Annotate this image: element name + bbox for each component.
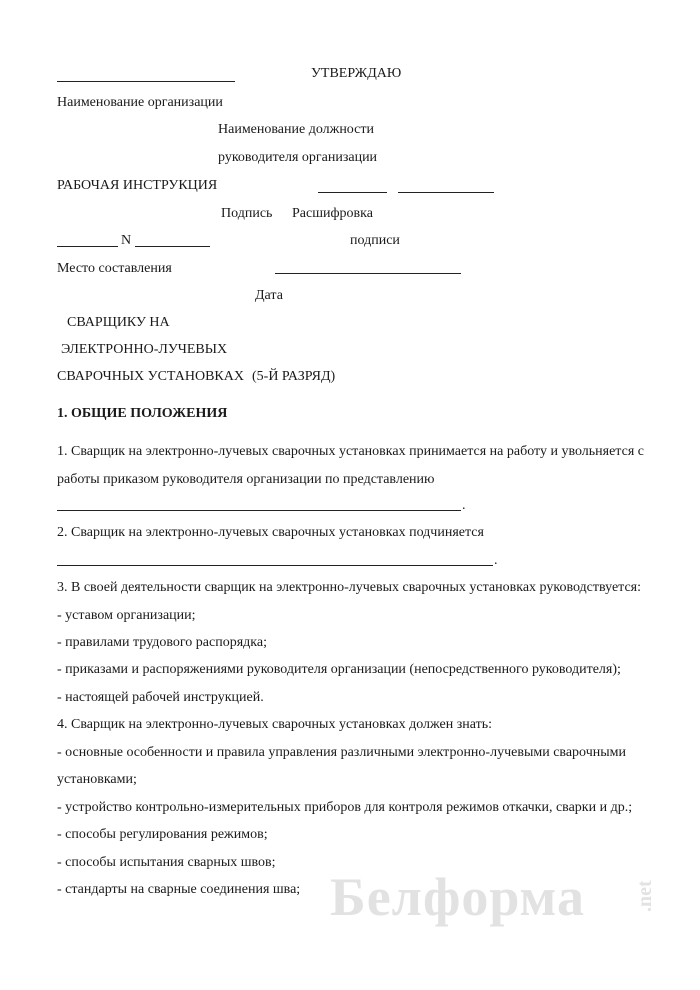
signature-label: Подпись <box>221 206 273 221</box>
list-item: - уставом организации; <box>57 608 196 623</box>
list-item-continuation: установками; <box>57 772 137 787</box>
signature-line <box>318 192 387 193</box>
watermark-suffix: .net <box>634 880 656 912</box>
decoding-label-line2: подписи <box>350 233 400 248</box>
org-name-label: Наименование организации <box>57 95 223 110</box>
watermark-logo: Белформа <box>330 867 585 927</box>
list-item: - основные особенности и правила управления различными электронно-лучевыми сварочными <box>57 745 626 760</box>
position-label-line1: Наименование должности <box>218 122 374 137</box>
title-line2: ЭЛЕКТРОННО-ЛУЧЕВЫХ <box>61 342 228 357</box>
doc-type-label: РАБОЧАЯ ИНСТРУКЦИЯ <box>57 178 218 193</box>
org-signature-line <box>57 81 235 82</box>
number-sign: N <box>121 233 132 248</box>
approve-label: УТВЕРЖДАЮ <box>311 66 402 81</box>
title-grade: (5-Й РАЗРЯД) <box>252 369 336 384</box>
paragraph1-fill-line <box>57 510 461 511</box>
paragraph3: 3. В своей деятельности сварщик на электронно-лучевых сварочных установках руководствуется: <box>57 580 642 595</box>
position-label-line2: руководителя организации <box>218 150 378 165</box>
decoding-label: Расшифровка <box>292 206 373 221</box>
list-item: - способы испытания сварных швов; <box>57 855 276 870</box>
paragraph2-end-dot: . <box>494 553 498 568</box>
paragraph4: 4. Сварщик на электронно-лучевых сварочных установках должен знать: <box>57 717 492 732</box>
list-item: - настоящей рабочей инструкцией. <box>57 690 264 705</box>
date-label: Дата <box>255 288 283 303</box>
list-item: - приказами и распоряжениями руководителя организации (непосредственного руководителя); <box>57 662 621 677</box>
list-item: - устройство контрольно-измерительных приборов для контроля режимов откачки, сварки и др.; <box>57 800 633 815</box>
date-line <box>275 273 461 274</box>
title-line3: СВАРОЧНЫХ УСТАНОВКАХ <box>57 369 244 384</box>
decoding-line <box>398 192 494 193</box>
paragraph1-end-dot: . <box>462 498 466 513</box>
list-item: - стандарты на сварные соединения шва; <box>57 882 301 897</box>
paragraph2-fill-line <box>57 565 493 566</box>
section1-heading: 1. ОБЩИЕ ПОЛОЖЕНИЯ <box>57 406 228 421</box>
place-label: Место составления <box>57 261 172 276</box>
doc-number-line <box>135 246 210 247</box>
title-line1: СВАРЩИКУ НА <box>67 315 170 330</box>
paragraph1-line1: 1. Сварщик на электронно-лучевых сварочных установках принимается на работу и увольняется с <box>57 444 644 459</box>
paragraph1-line2: работы приказом руководителя организации по представлению <box>57 472 435 487</box>
list-item: - правилами трудового распорядка; <box>57 635 267 650</box>
doc-date-line <box>57 246 118 247</box>
paragraph2: 2. Сварщик на электронно-лучевых сварочных установках подчиняется <box>57 525 484 540</box>
list-item: - способы регулирования режимов; <box>57 827 268 842</box>
